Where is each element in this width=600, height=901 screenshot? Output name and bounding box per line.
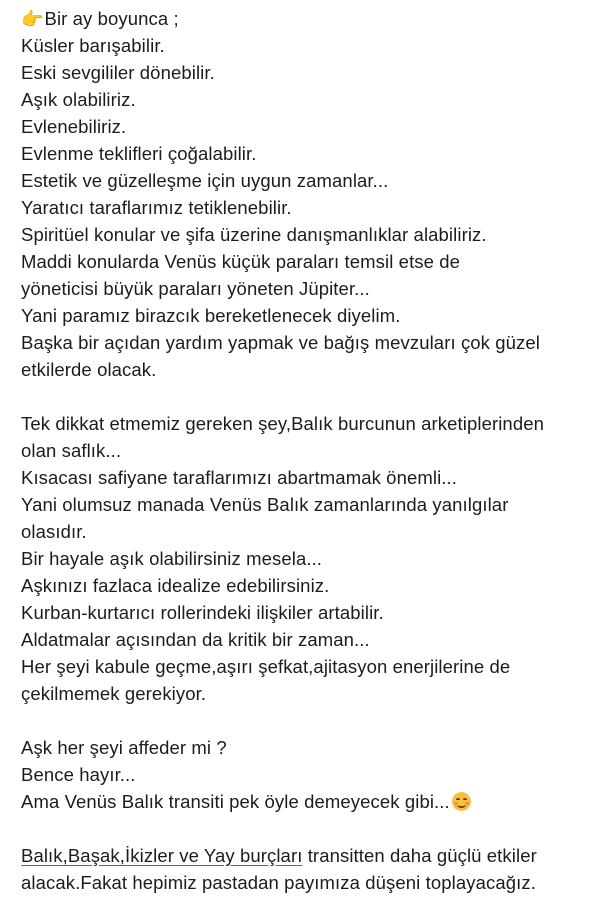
text-line [21,329,591,356]
smiling-face-icon [452,792,471,811]
line-text: Küsler barışabilir. [21,35,165,56]
line-text: Başka bir açıdan yardım yapmak ve bağış mevzuları çok güzel [21,332,540,353]
line-text: Kurban-kurtarıcı rollerindeki ilişkiler artabilir. [21,602,384,623]
paragraph-2 [21,410,591,707]
paragraph-4-line-2: alacak.Fakat hepimiz pastadan payımıza düşeni toplayacağız. [21,872,536,893]
line-text: Evlenme teklifleri çoğalabilir. [21,143,257,164]
text-line [21,464,591,491]
text-line [21,275,591,302]
paragraph-3 [21,734,591,815]
text-line [21,221,591,248]
text-line [21,248,591,275]
line-text: Ama Venüs Balık transiti pek öyle demeyecek gibi... [21,791,450,812]
line-text: olasıdır. [21,521,87,542]
text-line [21,761,591,788]
text-line [21,788,591,815]
paragraph-4-line-1 [21,842,591,869]
text-line [21,302,591,329]
line-text: yöneticisi büyük paraları yöneten Jüpiter... [21,278,370,299]
text-line [21,59,591,86]
text-line [21,653,591,680]
text-line [21,572,591,599]
line-text: Yani olumsuz manada Venüs Balık zamanlarında yanılgılar [21,494,509,515]
text-line [21,545,591,572]
text-line [21,626,591,653]
pointing-hand-icon: 👉 [21,9,44,29]
intro-text: Bir ay boyunca ; [44,8,179,29]
line-text: Tek dikkat etmemiz gereken şey,Balık burcunun arketiplerinden [21,413,544,434]
text-line [21,32,591,59]
text-line [21,167,591,194]
text-line [21,86,591,113]
line-text: Bir hayale aşık olabilirsiniz mesela... [21,548,323,569]
text-line [21,437,591,464]
line-text: olan saflık... [21,440,122,461]
line-text: Aşk her şeyi affeder mi ? [21,737,227,758]
text-line [21,356,591,383]
text-line [21,410,591,437]
text-line [21,599,591,626]
line-text: Estetik ve güzelleşme için uygun zamanlar... [21,170,389,191]
line-text: Aldatmalar açısından da kritik bir zaman... [21,629,370,650]
text-line [21,140,591,167]
text-line [21,491,591,518]
intro-line [21,5,591,32]
line-text: Yani paramız birazcık bereketlenecek diyelim. [21,305,401,326]
line-text: Yaratıcı taraflarımız tetiklenebilir. [21,197,292,218]
zodiac-signs-link[interactable]: Balık,Başak,İkizler ve Yay burçları [21,845,303,866]
text-line [21,194,591,221]
paragraph-4-line-1-rest: transitten daha güçlü etkiler [302,845,537,866]
line-text: Aşık olabiliriz. [21,89,136,110]
post-text [21,5,591,896]
line-text: etkilerde olacak. [21,359,157,380]
text-line [21,734,591,761]
line-text: Her şeyi kabule geçme,aşırı şefkat,ajitasyon enerjilerine de [21,656,511,677]
line-text: çekilmemek gerekiyor. [21,683,207,704]
line-text: Bence hayır... [21,764,136,785]
text-line [21,680,591,707]
line-text: Aşkınızı fazlaca idealize edebilirsiniz. [21,575,330,596]
paragraph-1 [21,32,591,383]
text-line [21,113,591,140]
line-text: Eski sevgililer dönebilir. [21,62,215,83]
line-text: Evlenebiliriz. [21,116,127,137]
text-line [21,518,591,545]
line-text: Maddi konularda Venüs küçük paraları temsil etse de [21,251,461,272]
line-text: Kısacası safiyane taraflarımızı abartmamak önemli... [21,467,458,488]
line-text: Spiritüel konular ve şifa üzerine danışmanlıklar alabiliriz. [21,224,487,245]
